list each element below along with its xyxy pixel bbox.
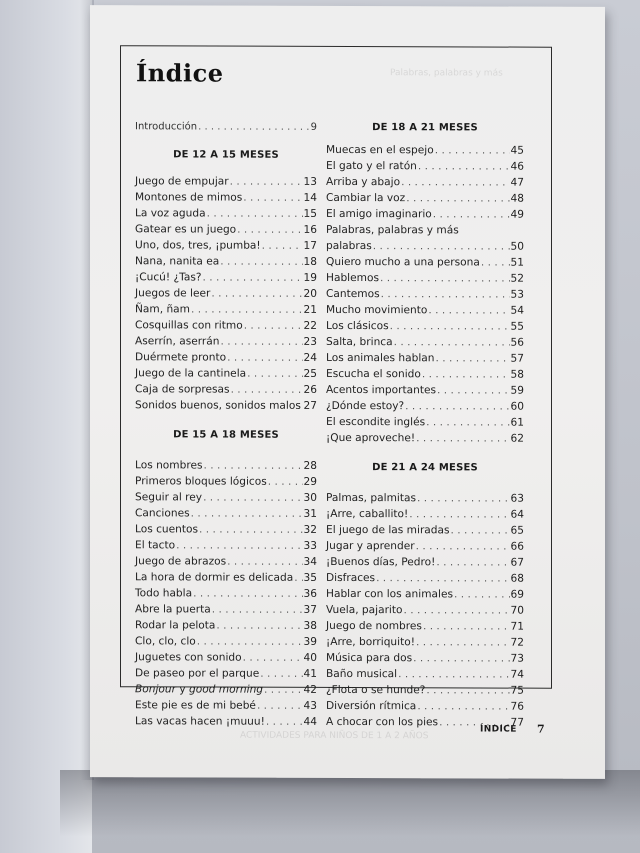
index-entry[interactable]: Aserrín, aserrán . . . 23 bbox=[135, 333, 317, 350]
running-footer: ÍNDICE bbox=[480, 724, 517, 735]
index-entry[interactable]: Vuela, pajarito . . . 70 bbox=[326, 602, 524, 619]
index-entry[interactable]: Juegos de leer . . . 20 bbox=[135, 285, 317, 302]
index-entry[interactable]: Primeros bloques lógicos . . . 29 bbox=[135, 473, 317, 490]
index-entry[interactable]: Juego de empujar . . . 13 bbox=[135, 173, 317, 190]
index-entry[interactable]: Bonjour y good morning . . . 42 bbox=[135, 681, 317, 698]
index-entry[interactable]: Los nombres . . . 28 bbox=[135, 457, 317, 474]
index-entry[interactable]: Duérmete pronto . . . 24 bbox=[135, 349, 317, 366]
index-entry[interactable]: Juego de la cantinela . . . 25 bbox=[135, 365, 317, 382]
show-through-text: Palabras, palabras y más bbox=[390, 68, 503, 79]
index-entry[interactable]: Salta, brinca . . . 56 bbox=[326, 334, 524, 351]
index-column-right bbox=[326, 120, 524, 731]
section-heading: DE 21 A 24 MESES bbox=[372, 462, 478, 474]
index-entry[interactable]: Muecas en el espejo . . . 45 bbox=[326, 142, 524, 159]
section-21-24 bbox=[326, 490, 524, 731]
index-entry[interactable]: Rodar la pelota . . . 38 bbox=[135, 617, 317, 634]
index-entry[interactable]: Mucho movimiento . . . 54 bbox=[326, 302, 524, 319]
section-heading: DE 18 A 21 MESES bbox=[372, 122, 478, 134]
section-12-15 bbox=[135, 173, 317, 414]
index-entry[interactable]: Diversión rítmica . . . 76 bbox=[326, 698, 524, 715]
index-entry-introduction[interactable]: Introducción . . . 9 bbox=[135, 119, 317, 136]
index-entry[interactable]: Caja de sorpresas . . . 26 bbox=[135, 381, 317, 398]
index-entry[interactable]: Gatear es un juego . . . 16 bbox=[135, 221, 317, 238]
index-entry[interactable]: El juego de las miradas . . . 65 bbox=[326, 522, 524, 539]
page-title: Índice bbox=[136, 58, 224, 88]
index-entry[interactable]: ¡Arre, borriquito! . . . 72 bbox=[326, 634, 524, 651]
index-entry[interactable]: ¡Que aproveche! . . . 62 bbox=[326, 430, 524, 447]
index-entry[interactable]: Hablar con los animales . . . 69 bbox=[326, 586, 524, 603]
section-heading: DE 12 A 15 MESES bbox=[173, 149, 279, 161]
index-entry[interactable]: Sonidos buenos, sonidos malos . . . 27 bbox=[135, 397, 317, 414]
section-18-21 bbox=[326, 142, 524, 447]
show-through-footer: ACTIVIDADES PARA NIÑOS DE 1 A 2 AÑOS bbox=[240, 730, 429, 742]
left-page bbox=[0, 0, 92, 853]
index-entry[interactable]: Los animales hablan . . . 57 bbox=[326, 350, 524, 367]
index-entry[interactable]: Música para dos . . . 73 bbox=[326, 650, 524, 667]
index-entry[interactable]: Canciones . . . 31 bbox=[135, 505, 317, 522]
section-heading: DE 15 A 18 MESES bbox=[173, 429, 279, 441]
index-entry[interactable]: ¿Dónde estoy? . . . 60 bbox=[326, 398, 524, 415]
index-entry[interactable]: Las vacas hacen ¡muuu! . . . 44 bbox=[135, 713, 317, 730]
index-entry[interactable]: La voz aguda . . . 15 bbox=[135, 205, 317, 222]
index-entry[interactable]: Cambiar la voz . . . 48 bbox=[326, 190, 524, 207]
section-15-18 bbox=[135, 457, 317, 730]
index-entry[interactable]: Hablemos . . . 52 bbox=[326, 270, 524, 287]
index-entry[interactable]: De paseo por el parque . . . 41 bbox=[135, 665, 317, 682]
index-entry[interactable]: Seguir al rey . . . 30 bbox=[135, 489, 317, 506]
index-entry[interactable]: ¡Cucú! ¿Tas? . . . 19 bbox=[135, 269, 317, 286]
index-entry[interactable]: Cantemos . . . 53 bbox=[326, 286, 524, 303]
index-entry[interactable]: ¡Arre, caballito! . . . 64 bbox=[326, 506, 524, 523]
index-entry[interactable]: Los clásicos . . . 55 bbox=[326, 318, 524, 335]
index-entry[interactable]: Acentos importantes . . . 59 bbox=[326, 382, 524, 399]
index-entry[interactable]: Nana, nanita ea . . . 18 bbox=[135, 253, 317, 270]
index-entry[interactable]: Todo habla . . . 36 bbox=[135, 585, 317, 602]
index-entry[interactable]: Juego de abrazos . . . 34 bbox=[135, 553, 317, 570]
index-frame bbox=[120, 45, 552, 729]
index-entry[interactable]: La hora de dormir es delicada . . . 35 bbox=[135, 569, 317, 586]
index-entry[interactable]: Montones de mimos . . . 14 bbox=[135, 189, 317, 206]
index-entry[interactable]: Palmas, palmitas . . . 63 bbox=[326, 490, 524, 507]
index-entry[interactable]: Quiero mucho a una persona . . . 51 bbox=[326, 254, 524, 271]
index-entry[interactable]: Este pie es de mi bebé . . . 43 bbox=[135, 697, 317, 714]
index-entry-line1[interactable]: Palabras, palabras y más bbox=[326, 223, 459, 237]
index-entry[interactable]: El escondite inglés . . . 61 bbox=[326, 414, 524, 431]
index-entry[interactable]: Cosquillas con ritmo . . . 22 bbox=[135, 317, 317, 334]
index-entry[interactable]: Uno, dos, tres, ¡pumba! . . . 17 bbox=[135, 237, 317, 254]
index-entry[interactable]: Clo, clo, clo . . . 39 bbox=[135, 633, 317, 650]
index-entry[interactable]: Jugar y aprender . . . 66 bbox=[326, 538, 524, 555]
index-entry[interactable]: Baño musical . . . 74 bbox=[326, 666, 524, 683]
index-entry[interactable]: Abre la puerta . . . 37 bbox=[135, 601, 317, 618]
index-entry[interactable]: A chocar con los pies . . . 77 bbox=[326, 714, 524, 731]
index-entry[interactable]: Disfraces . . . 68 bbox=[326, 570, 524, 587]
index-entry[interactable]: Ñam, ñam . . . 21 bbox=[135, 301, 317, 318]
index-entry[interactable]: El amigo imaginario . . . 49 bbox=[326, 206, 524, 223]
book-page bbox=[90, 5, 605, 779]
index-entry[interactable]: Los cuentos . . . 32 bbox=[135, 521, 317, 538]
index-entry[interactable]: Juguetes con sonido . . . 40 bbox=[135, 649, 317, 666]
index-entry[interactable]: Arriba y abajo . . . 47 bbox=[326, 174, 524, 191]
page-number: 7 bbox=[537, 722, 545, 736]
index-column-left bbox=[135, 119, 317, 730]
index-entry-line2[interactable]: palabras . . . 50 bbox=[326, 238, 524, 255]
index-entry[interactable]: Juego de nombres . . . 71 bbox=[326, 618, 524, 635]
index-entry[interactable]: Escucha el sonido . . . 58 bbox=[326, 366, 524, 383]
index-entry[interactable]: El gato y el ratón . . . 46 bbox=[326, 158, 524, 175]
index-entry[interactable]: ¿Flota o se hunde? . . . 75 bbox=[326, 682, 524, 699]
index-entry[interactable]: ¡Buenos días, Pedro! . . . 67 bbox=[326, 554, 524, 571]
book-shadow bbox=[60, 770, 640, 853]
index-entry[interactable]: El tacto . . . 33 bbox=[135, 537, 317, 554]
